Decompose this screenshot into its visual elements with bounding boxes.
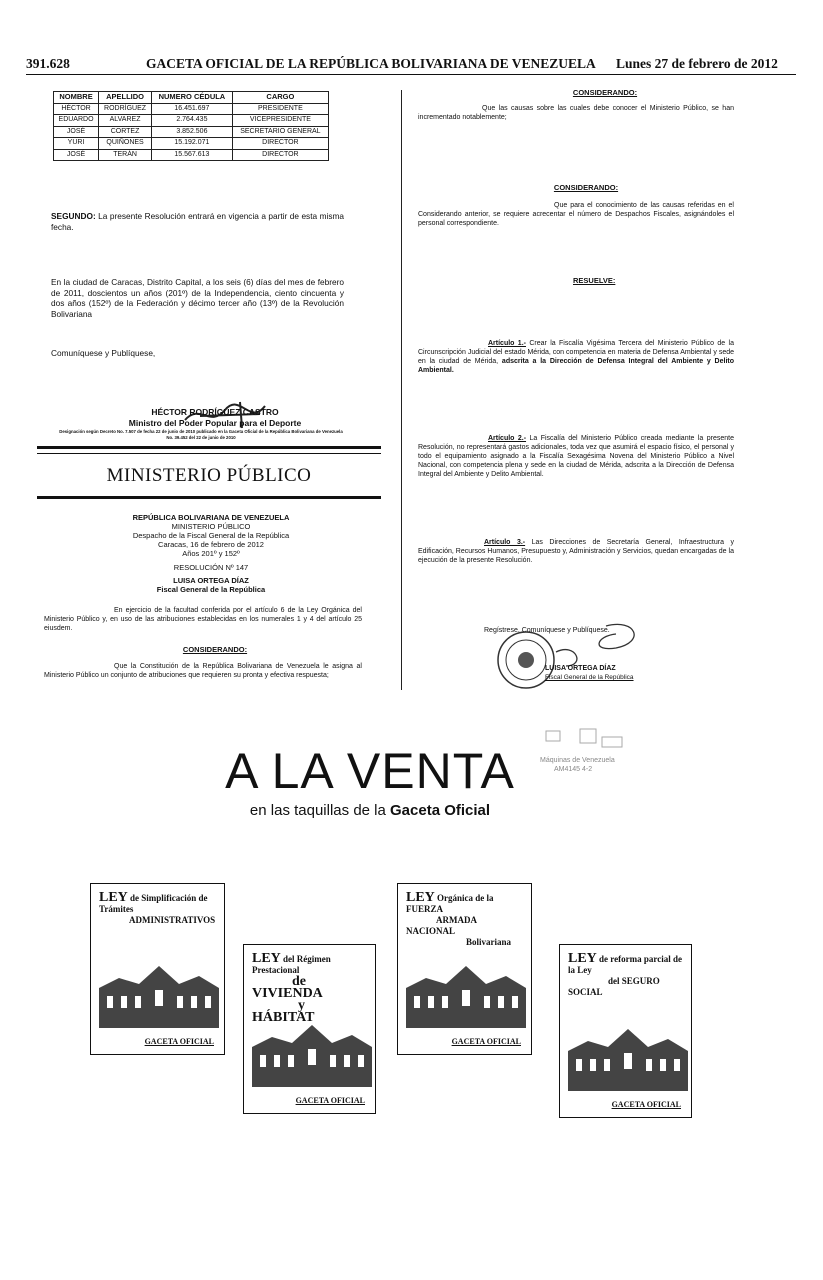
table-cell: 16.451.697	[152, 103, 233, 115]
table-cell: CORTEZ	[99, 126, 152, 138]
book-publisher: GACETA OFICIAL	[295, 1096, 365, 1105]
table-cell: 3.852.506	[152, 126, 233, 138]
fiscal-signature-name: LUISA ORTEGA DÍAZ	[545, 665, 616, 672]
articulo3-label: Artículo 3.-	[484, 539, 526, 546]
column-divider	[401, 90, 402, 690]
header-rule	[26, 74, 796, 75]
book-ley: LEY	[99, 890, 128, 905]
articulo1-text: Crear la Fiscalía Vigésima Tercera del Ministerio Público de la Circunscripción Judicial del estado Mérida, con competencia en materia de Defensa Ambiental y sede en la ciudad de Mérida,	[418, 340, 734, 365]
considerando2-paragraph: Que las causas sobre las cuales debe conocer el Ministerio Público, se han incrementado notablemente;	[418, 105, 734, 121]
fiscal-signature-title: Fiscal General de la República	[545, 674, 634, 681]
table-row	[54, 149, 329, 161]
caracas-paragraph: En la ciudad de Caracas, Distrito Capital, a los seis (6) días del mes de febrero de 2011, doscientos un años (201º) de la Independencia, ciento cincuenta y dos años (152º) de la Federación y décimo tercer año (13º) de la Revolución Bolivariana	[51, 277, 344, 319]
articulo2-text: La Fiscalía del Ministerio Público creada mediante la presente Resolución, no representará gastos adicionales, toda vez que asumirá el espacio físico, el personal y todo el equipamiento asignado a la Fiscalía Sexagésima Novena del Ministerio Público a Nivel Nacional, con competencia plena y sede en la ciudad de Mérida, adscrita a la Dirección de Defensa Integral del Ambiente y Delito Ambiental.	[418, 435, 734, 478]
table-cell: PRESIDENTE	[232, 103, 328, 115]
book-line3: Bolivariana	[466, 937, 512, 947]
fiscal-name: LUISA ORTEGA DÍAZ	[173, 576, 249, 585]
ministerio-line: MINISTERIO PÚBLICO	[171, 522, 251, 531]
building-illustration	[406, 958, 526, 1028]
designation-note: Designación según Decreto No. 7.507 de fecha 22 de junio de 2010 publicado en la Gaceta Oficial de la República Bolivariana de Venezuela No. 39.452 del 22 de junio de 2010	[59, 429, 343, 440]
table-cell: 15.192.071	[152, 138, 233, 150]
book-publisher: GACETA OFICIAL	[451, 1037, 521, 1046]
building-illustration	[568, 1021, 688, 1091]
anos-line: Años 201º y 152º	[182, 549, 240, 558]
page-number: 391.628	[26, 56, 70, 71]
articulo1-paragraph	[418, 339, 734, 375]
building-illustration	[99, 958, 219, 1028]
venta-subtitle-bold: Gaceta Oficial	[390, 802, 491, 819]
segundo-paragraph	[51, 211, 344, 232]
book-title	[99, 892, 216, 926]
building-illustration	[252, 1017, 372, 1087]
book-ley: LEY	[568, 951, 597, 966]
segundo-label: SEGUNDO:	[51, 211, 96, 221]
despacho-line: Despacho de la Fiscal General de la República	[132, 531, 290, 540]
book-ley: LEY	[406, 890, 435, 905]
book-publisher: GACETA OFICIAL	[144, 1037, 214, 1046]
table-header: NOMBRE	[54, 92, 99, 104]
table-cell: JOSÉ	[54, 126, 99, 138]
signer-role: Ministro del Poder Popular para el Deporte	[128, 418, 302, 428]
table-cell: DIRECTOR	[232, 138, 328, 150]
table-cell: TERÁN	[99, 149, 152, 161]
officials-table	[53, 91, 329, 161]
resolucion-header	[86, 513, 336, 594]
section-rule-thin	[37, 453, 381, 454]
caracas-date-line: Caracas, 16 de febrero de 2012	[158, 540, 264, 549]
venta-subtitle	[200, 802, 540, 819]
considerando-label-left: CONSIDERANDO:	[182, 645, 248, 654]
book-ley: LEY	[252, 951, 281, 966]
republica-line: REPÚBLICA BOLIVARIANA DE VENEZUELA	[132, 513, 290, 522]
considerando1-paragraph: Que la Constitución de la República Bolivariana de Venezuela le asigna al Ministerio Público un conjunto de atribuciones que requieren su pronta y efectiva respuesta;	[44, 663, 362, 679]
considerando3-paragraph: Que para el conocimiento de las causas referidas en el Considerando anterior, se requiere acrecentar el número de Despachos Fiscales, asignándoles el personal correspondiente.	[418, 202, 734, 227]
table-row	[54, 103, 329, 115]
articulo2-label: Artículo 2.-	[488, 435, 527, 442]
table-header: CARGO	[232, 92, 328, 104]
intro-paragraph: En ejercicio de la facultad conferida por el artículo 6 de la Ley Orgánica del Ministerio Público y, en uso de las atribuciones establecidas en los numerales 1 y 4 del artículo 25 eiusdem.	[44, 607, 362, 632]
book-cover	[90, 883, 225, 1055]
gazette-date: Lunes 27 de febrero de 2012	[616, 56, 778, 71]
table-header-row	[54, 92, 329, 104]
book-publisher: GACETA OFICIAL	[611, 1100, 681, 1109]
articulo3-paragraph	[418, 538, 734, 565]
table-cell: HÉCTOR	[54, 103, 99, 115]
official-seal	[496, 622, 666, 694]
resolucion-number: RESOLUCIÓN Nº 147	[173, 563, 249, 572]
section-rule-bottom	[37, 496, 381, 499]
book-title	[252, 953, 367, 1024]
table-row	[54, 126, 329, 138]
table-cell: RODRÍGUEZ	[99, 103, 152, 115]
table-cell: SECRETARIO GENERAL	[232, 126, 328, 138]
book-title	[568, 953, 683, 998]
book-line2: del SEGURO SOCIAL	[568, 976, 660, 997]
book-line3: y HÁBITAT	[252, 998, 315, 1025]
book-line1: Orgánica de la FUERZA	[406, 893, 494, 914]
table-header: NUMERO CÉDULA	[152, 92, 233, 104]
articulo2-paragraph	[418, 434, 734, 479]
considerando-label-right-2: CONSIDERANDO:	[553, 183, 619, 192]
table-cell: QUIÑONES	[99, 138, 152, 150]
ministerio-heading: MINISTERIO PÚBLICO	[106, 465, 312, 486]
venta-subtitle-pre: en las taquillas de la	[249, 802, 391, 819]
book-line2: ADMINISTRATIVOS	[129, 915, 216, 925]
gazette-title: GACETA OFICIAL DE LA REPÚBLICA BOLIVARIANA DE VENEZUELA	[146, 56, 596, 71]
resuelve-label: RESUELVE:	[573, 276, 616, 285]
table-cell: YURI	[54, 138, 99, 150]
table-header: APELLIDO	[99, 92, 152, 104]
table-cell: 15.567.613	[152, 149, 233, 161]
section-rule-top	[37, 446, 381, 449]
venta-title: A LA VENTA	[225, 743, 515, 799]
fiscal-title: Fiscal General de la República	[156, 585, 266, 594]
considerando-label-right-1: CONSIDERANDO:	[572, 88, 638, 97]
book-line1: de reforma parcial de la Ley	[568, 954, 682, 975]
table-cell: JOSÉ	[54, 149, 99, 161]
table-row	[54, 115, 329, 127]
book-line1: del Régimen Prestacional	[252, 954, 331, 975]
segundo-text: La presente Resolución entrará en vigencia a partir de esta misma fecha.	[51, 211, 344, 232]
table-cell: EDUARDO	[54, 115, 99, 127]
articulo3-text: Las Direcciones de Secretaría General, Infraestructura y Edificación, Recursos Humanos, Presupuesto y, Administración y Servicios, quedan encargadas de la ejecución de la presente Resolución.	[418, 539, 734, 564]
table-cell: 2.764.435	[152, 115, 233, 127]
table-row	[54, 138, 329, 150]
book-title	[406, 892, 523, 948]
table-cell: ALVAREZ	[99, 115, 152, 127]
book-cover	[243, 944, 376, 1114]
articulo1-bold: adscrita a la Dirección de Defensa Integral del Ambiente y Delito Ambiental.	[418, 358, 734, 374]
signer-name: HÉCTOR RODRÍGUEZ CASTRO	[151, 407, 279, 417]
stamp-code: AM4145 4-2	[554, 766, 593, 773]
book-line2: ARMADA NACIONAL	[406, 915, 477, 936]
articulo1-label: Artículo 1.-	[488, 340, 526, 347]
book-line2: de VIVIENDA	[252, 974, 323, 1001]
comuniquese-line: Comuníquese y Publíquese,	[51, 348, 156, 358]
book-cover	[559, 944, 692, 1118]
book-cover	[397, 883, 532, 1055]
table-cell: VICEPRESIDENTE	[232, 115, 328, 127]
table-cell: DIRECTOR	[232, 149, 328, 161]
registrese-line: Regístrese, Comuníquese y Publíquese.	[484, 627, 610, 634]
stamp-text: Máquinas de Venezuela	[540, 757, 615, 764]
book-line1: de Simplificación de Trámites	[99, 893, 208, 914]
